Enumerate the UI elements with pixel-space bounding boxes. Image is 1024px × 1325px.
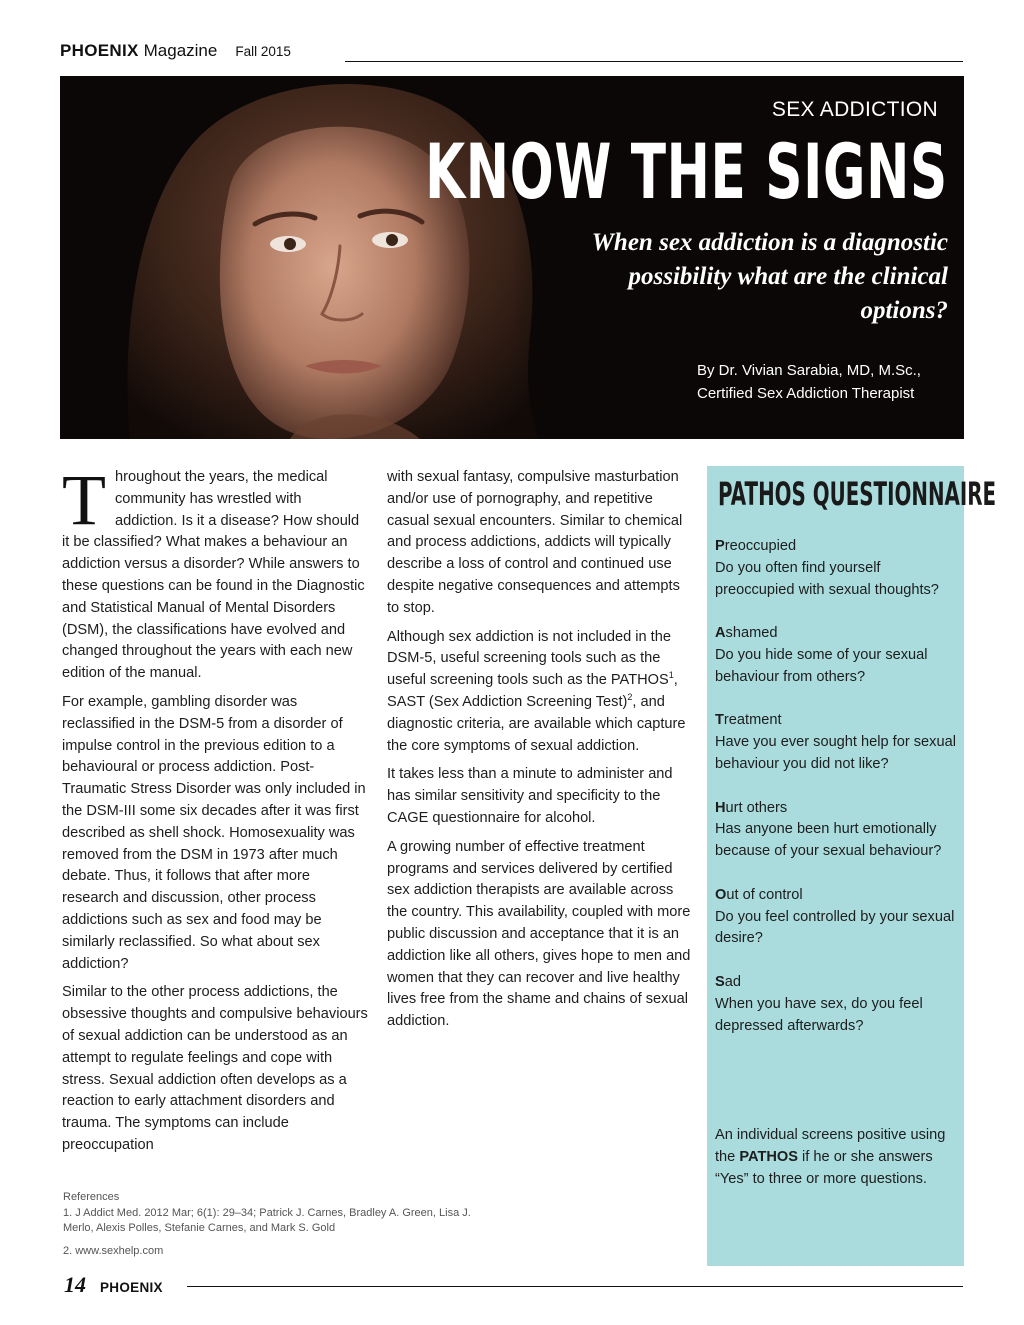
pathos-sidebar — [707, 466, 997, 1266]
item-question: Have you ever sought help for sexual behaviour you did not like? — [715, 734, 956, 772]
footnote-marker: 2 — [627, 692, 633, 703]
footer-rule — [187, 1286, 963, 1287]
questionnaire-item — [715, 798, 960, 863]
item-question: When you have sex, do you feel depressed afterwards? — [715, 995, 923, 1034]
item-question: Do you feel controlled by your sexual desire? — [715, 908, 955, 947]
questionnaire-item — [715, 710, 960, 775]
item-question: Has anyone been hurt emotionally because of your sexual behaviour? — [715, 821, 942, 860]
sidebar-title: PATHOS QUESTIONNAIRE — [718, 475, 997, 513]
questionnaire-item — [715, 972, 960, 1037]
article-column-1 — [62, 460, 368, 1164]
item-keyword: Treatment — [715, 712, 782, 729]
item-question: Do you hide some of your sexual behaviour from others? — [715, 646, 928, 685]
article-title: KNOW THE SIGNS — [425, 127, 948, 216]
drop-cap: T — [62, 460, 106, 540]
references-heading: References — [63, 1191, 120, 1203]
article-paragraph: Similar to the other process addictions, the obsessive thoughts and compulsive behaviours of sexual addiction can be understood as an attempt to regulate feelings and cope with stress. Sexual addiction often develops as a reaction to early attachment disorders and trauma. The symptoms can include preoccupation — [62, 984, 368, 1153]
item-keyword: Preoccupied — [715, 538, 797, 554]
article-paragraph: Throughout the years, the medical community has wrestled with addiction. Is it a disease? How should it be classified? What makes a behaviour an addiction versus a disorder? While answers to these questions can be found in the Diagnostic and Statistical Manual of Mental Disorders (DSM), the classifications have evolved and changed throughout the years with each new edition of the manual. — [62, 460, 365, 682]
article-paragraph: with sexual fantasy, compulsive masturbation and/or use of pornography, and repetitive casual sexual encounters. Similar to chemical and process addictions, addicts will typically describe a loss of control and continued use despite negative consequences and attempts to stop. — [387, 469, 683, 616]
header-rule — [345, 61, 963, 62]
references — [63, 1190, 493, 1266]
item-keyword: Out of control — [715, 886, 803, 903]
reference-item: 1. J Addict Med. 2012 Mar; 6(1): 29–34; Patrick J. Carnes, Bradley A. Green, Lisa J. Merlo, Alexis Polles, Stefanie Carnes, and Mark S. Gold — [63, 1206, 471, 1234]
byline-credential: Certified Sex Addiction Therapist — [697, 385, 915, 402]
article-paragraph: For example, gambling disorder was reclassified in the DSM-5 from a disorder of impulse control in the previous edition to a behavioural or process addiction. Post-Traumatic Stress Disorder was only included in the DSM-III some six decades after it was first described as shell shock. Homosexuality was removed from the DSM in 1973 after much debate. Thus, it follows that after more research and discussion, other process addictions such as sex and food may be similarly reclassified. So what about sex addiction? — [62, 693, 366, 972]
item-question: Do you often find yourself preoccupied with sexual thoughts? — [715, 559, 939, 598]
item-keyword: Hurt others — [715, 799, 788, 816]
article-deck: When sex addiction is a diagnostic possibility what are the clinical options? — [591, 229, 948, 324]
page-footer — [64, 1272, 163, 1298]
magazine-label: Magazine — [143, 41, 218, 60]
footer-brand: PHOENIX — [100, 1280, 163, 1295]
scoring-note: An individual screens positive using the PATHOS if he or she answers “Yes” to three or more questions. — [715, 1127, 946, 1187]
article-column-2 — [387, 467, 693, 1040]
reference-item: 2. www.sexhelp.com — [63, 1244, 164, 1257]
questionnaire-list — [715, 536, 960, 1059]
magazine-brand: PHOENIX — [60, 41, 139, 60]
item-keyword: Ashamed — [715, 625, 778, 642]
issue-date: Fall 2015 — [235, 44, 291, 59]
questionnaire-item — [715, 536, 960, 601]
page-number: 14 — [64, 1272, 86, 1297]
item-keyword: Sad — [715, 973, 741, 990]
article-paragraph: Although sex addiction is not included in the DSM-5, useful screening tools such as the useful screening tools such as the PATHOS$^1$, SAST (Sex Addiction Screening Test)$^2$, and diagnostic criteria, are available which capture the core symptoms of sexual addiction. — [387, 628, 686, 754]
questionnaire-item — [715, 623, 960, 688]
hero-banner — [60, 76, 964, 439]
article-paragraph: It takes less than a minute to administer and has similar sensitivity and specificity to the CAGE questionnaire for alcohol. — [387, 766, 673, 826]
article-paragraph: A growing number of effective treatment programs and services delivered by certified sex addiction therapists are available across the country. This availability, coupled with more public discussion and acceptance that it is an addiction like all others, gives hope to men and women that they can recover and live healthy lives free from the shame and chains of sexual addiction. — [387, 838, 691, 1030]
running-header — [60, 41, 291, 63]
section-kicker: SEX ADDICTION — [771, 98, 938, 121]
questionnaire-item — [715, 885, 960, 950]
byline-author: By Dr. Vivian Sarabia, MD, M.Sc., — [697, 362, 921, 379]
footnote-marker: 1 — [668, 670, 674, 681]
article-byline — [697, 359, 942, 405]
